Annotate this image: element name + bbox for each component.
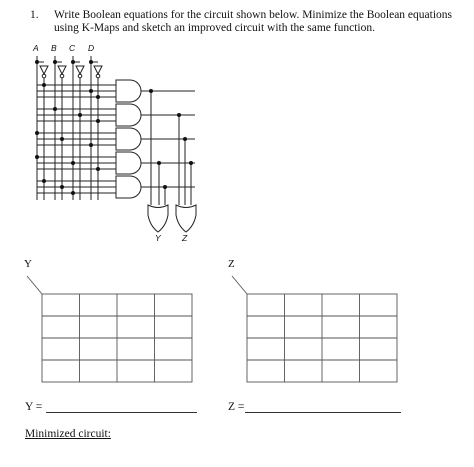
answer-z-line[interactable]: [245, 412, 401, 413]
answer-y-line[interactable]: [46, 412, 197, 413]
question-text: Write Boolean equations for the circuit shown below. Minimize the Boolean equations using K-Maps and sketch an improved circuit with the same function.: [54, 9, 452, 34]
kmap-z-grid: [232, 276, 397, 382]
kmap-y-label: Y: [24, 258, 32, 270]
input-d-label: D: [88, 43, 95, 53]
input-c-label: C: [69, 43, 76, 53]
kmap-y-grid: [27, 276, 192, 382]
question-number: 1.: [30, 9, 39, 21]
minimized-circuit-label: Minimized circuit:: [25, 428, 111, 440]
answer-z-label: Z =: [228, 401, 245, 413]
output-y-label: Y: [155, 233, 161, 243]
output-z-label: Z: [182, 233, 188, 243]
input-b-label: B: [51, 43, 57, 53]
input-a-label: A: [33, 43, 39, 53]
answer-y-label: Y =: [25, 401, 43, 413]
kmap-z-label: Z: [228, 258, 235, 270]
